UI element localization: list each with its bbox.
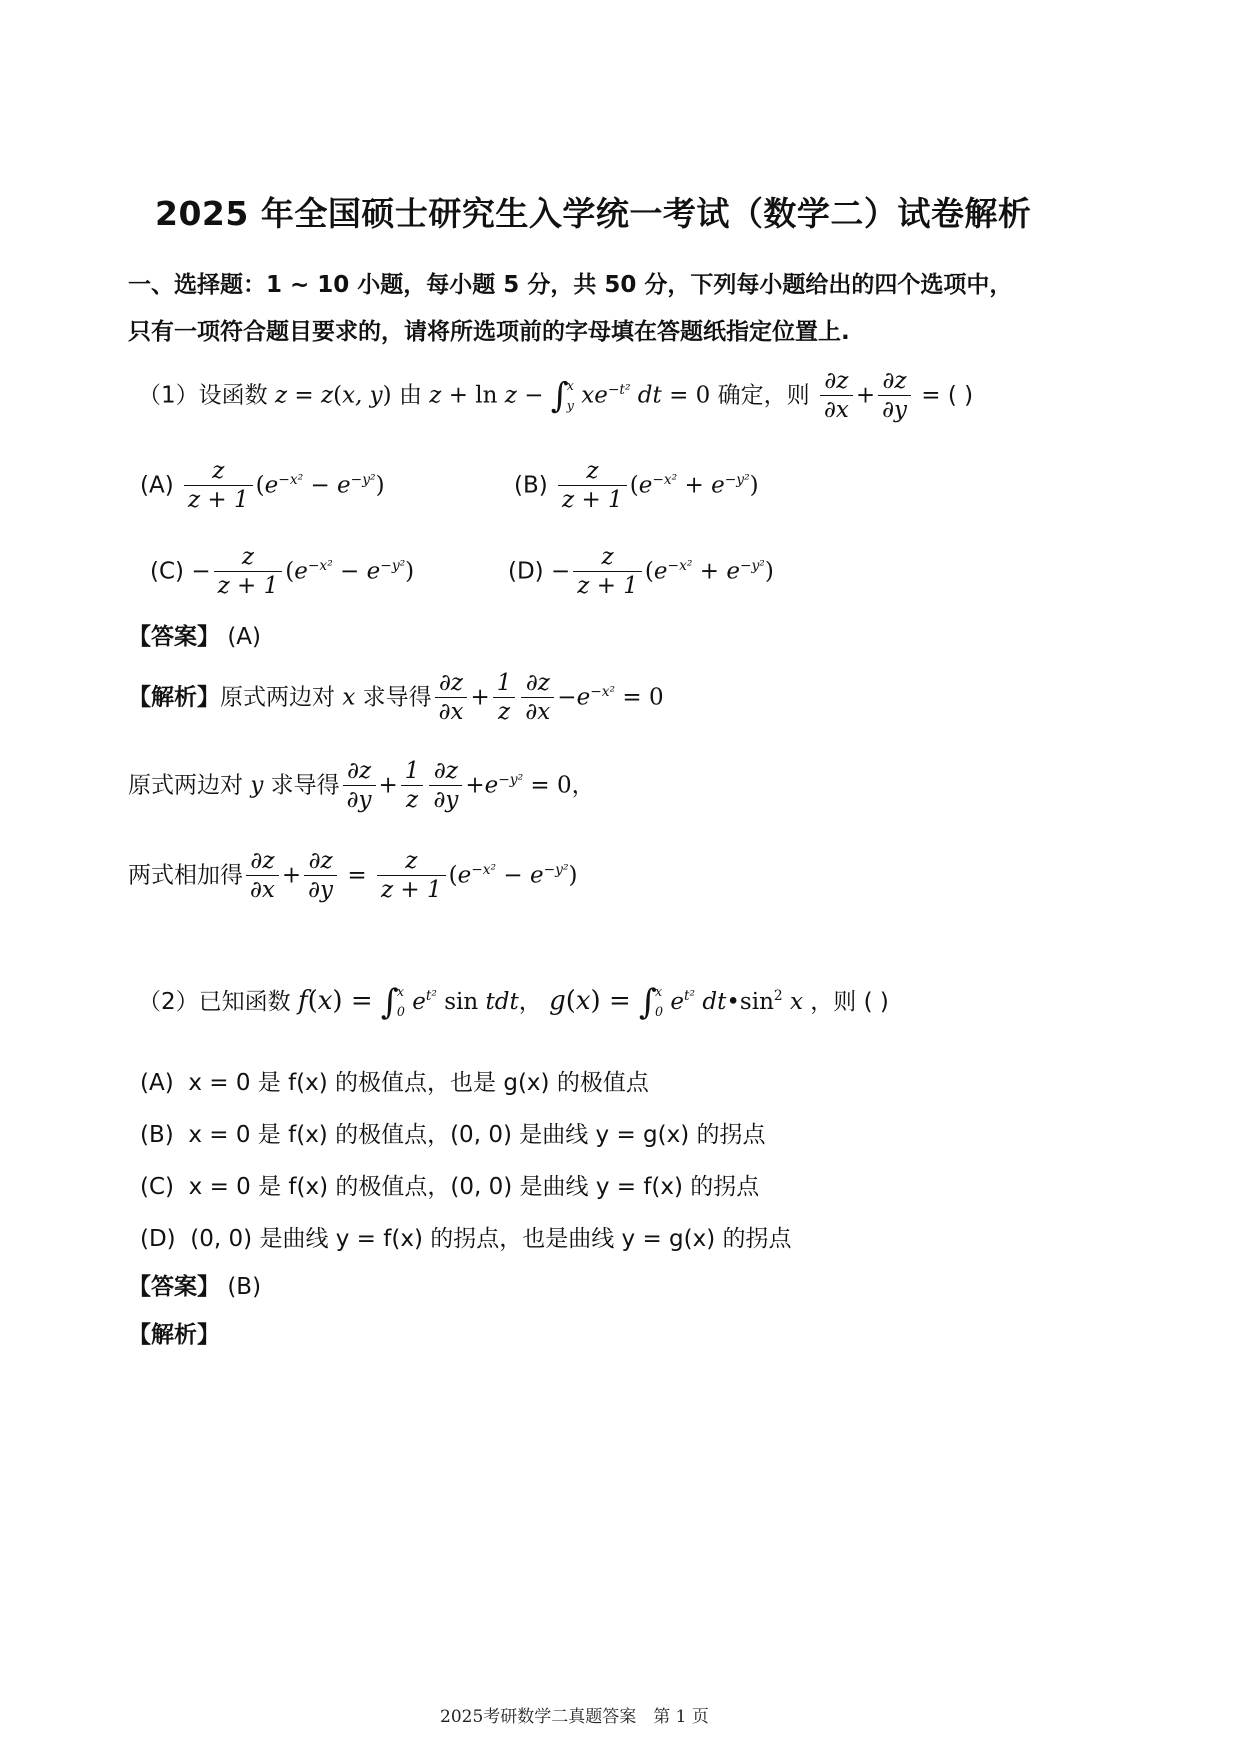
option-b: (B) $\frac{z}{z + 1}$ $(e^{-x^2} + e^{-y^2})$ — [514, 458, 759, 514]
q2-option-a — [140, 1064, 649, 1097]
option-text: (0, 0) 是曲线 y = f(x) 的拐点，也是曲线 y = g(x) 的拐点 — [190, 1226, 792, 1252]
analysis-text: 两式相加得 — [128, 862, 243, 889]
math-expression: z — [429, 382, 442, 409]
question-2-lead: 已知函数 — [198, 988, 291, 1015]
question-1-stem: （1）设函数 z = z(x, y) 由 z + ln z − ∫ x y $xe^{-t^2}$ dt = 0 确定，则 $\frac{\partial z}{\partial x}$ + $\frac{\partial z}{\partial y}$ = ( ) — [138, 368, 974, 424]
analysis-line — [128, 1316, 220, 1349]
answer-blank: ( ) — [947, 382, 974, 409]
q2-option-b — [140, 1116, 766, 1149]
analysis-text: 原式两边对 — [128, 772, 243, 799]
option-label: (D) — [140, 1226, 176, 1252]
option-label: (B) — [140, 1122, 174, 1148]
analysis-text: 求导得 — [270, 772, 340, 799]
section-instructions-line-1: 一、选择题：1 ~ 10 小题，每小题 5 分，共 50 分，下列每小题给出的四个选项中， — [128, 272, 1013, 298]
option-d: (D) − $\frac{z}{z + 1}$ $(e^{-x^2} + e^{-y^2})$ — [508, 544, 774, 600]
analysis-label: 【解析】 — [128, 684, 220, 711]
question-2-stem: （2）已知函数 f(x) = ∫ x 0 $e^{t^2}$ sin tdt， g(x) = ∫ x 0 $e^{t^2}$ $dt•\sin^2$ x ，则 ( ) — [138, 982, 889, 1023]
option-label: (D) — [508, 558, 544, 585]
q2-option-d — [140, 1220, 792, 1253]
analysis-text: 求导得 — [362, 684, 432, 711]
question-2-number: （2） — [138, 988, 199, 1015]
option-text: x = 0 是 f(x) 的极值点，(0, 0) 是曲线 y = f(x) 的拐点 — [188, 1174, 760, 1200]
option-label: (C) — [140, 1174, 175, 1200]
analysis-line-1: 【解析】原式两边对 x 求导得 $\frac{\partial z}{\partial x}$ + $\frac{1}{z}$ $\frac{\partial z}{\partial x}$ $-e^{-x^2} = 0$ — [128, 670, 664, 726]
math-expression: z = z — [274, 382, 334, 409]
analysis-text: 原式两边对 — [220, 684, 335, 711]
answer-value: (B) — [227, 1274, 262, 1300]
section-instructions-line-2: 只有一项符合题目要求的，请将所选项前的字母填在答题纸指定位置上. — [128, 319, 850, 345]
page-footer: 2025考研数学二真题答案 第 1 页 — [440, 1707, 709, 1727]
question-1-defined-by: 由 — [398, 382, 422, 409]
question-1-determined: 确定，则 — [717, 382, 810, 409]
option-c: (C) − $\frac{z}{z + 1}$ $(e^{-x^2} - e^{-y^2})$ — [150, 544, 415, 600]
q2-option-c — [140, 1168, 759, 1201]
answer-value: (A) — [227, 624, 261, 650]
question-1-lead: 设函数 — [198, 382, 268, 409]
option-text: x = 0 是 f(x) 的极值点，(0, 0) 是曲线 y = g(x) 的拐点 — [188, 1122, 766, 1148]
option-label: (B) — [514, 472, 548, 499]
answer-label: 【答案】 — [128, 624, 220, 650]
question-2-then: ，则 ( ) — [810, 988, 889, 1015]
answer-line — [128, 1268, 261, 1301]
page-title: 2025 年全国硕士研究生入学统一考试（数学二）试卷解析 — [155, 194, 1032, 233]
option-a: (A) $\frac{z}{z + 1}$ $(e^{-x^2} - e^{-y^2})$ — [140, 458, 385, 514]
question-1-number: （1） — [138, 382, 199, 409]
option-label: (A) — [140, 472, 174, 499]
partial-z-x-fraction: $\frac{\partial z}{\partial x}$ — [820, 368, 853, 424]
option-label: (A) — [140, 1070, 174, 1096]
analysis-line-3: 两式相加得 $\frac{\partial z}{\partial x}$ + $\frac{\partial z}{\partial y}$ = $\frac{z}{z + 1}$ $(e^{-x^2} - e^{-y^2})$ — [128, 848, 578, 904]
answer-label: 【答案】 — [128, 1274, 220, 1300]
analysis-label: 【解析】 — [128, 1322, 220, 1348]
option-text: x = 0 是 f(x) 的极值点，也是 g(x) 的极值点 — [188, 1070, 649, 1096]
answer-line — [128, 618, 261, 651]
analysis-line-2: 原式两边对 y 求导得 $\frac{\partial z}{\partial y}$ + $\frac{1}{z}$ $\frac{\partial z}{\partial y}$ $+e^{-y^2} = 0$， — [128, 758, 595, 814]
partial-z-y-fraction: $\frac{\partial z}{\partial y}$ — [878, 368, 911, 424]
option-label: (C) — [150, 558, 185, 585]
